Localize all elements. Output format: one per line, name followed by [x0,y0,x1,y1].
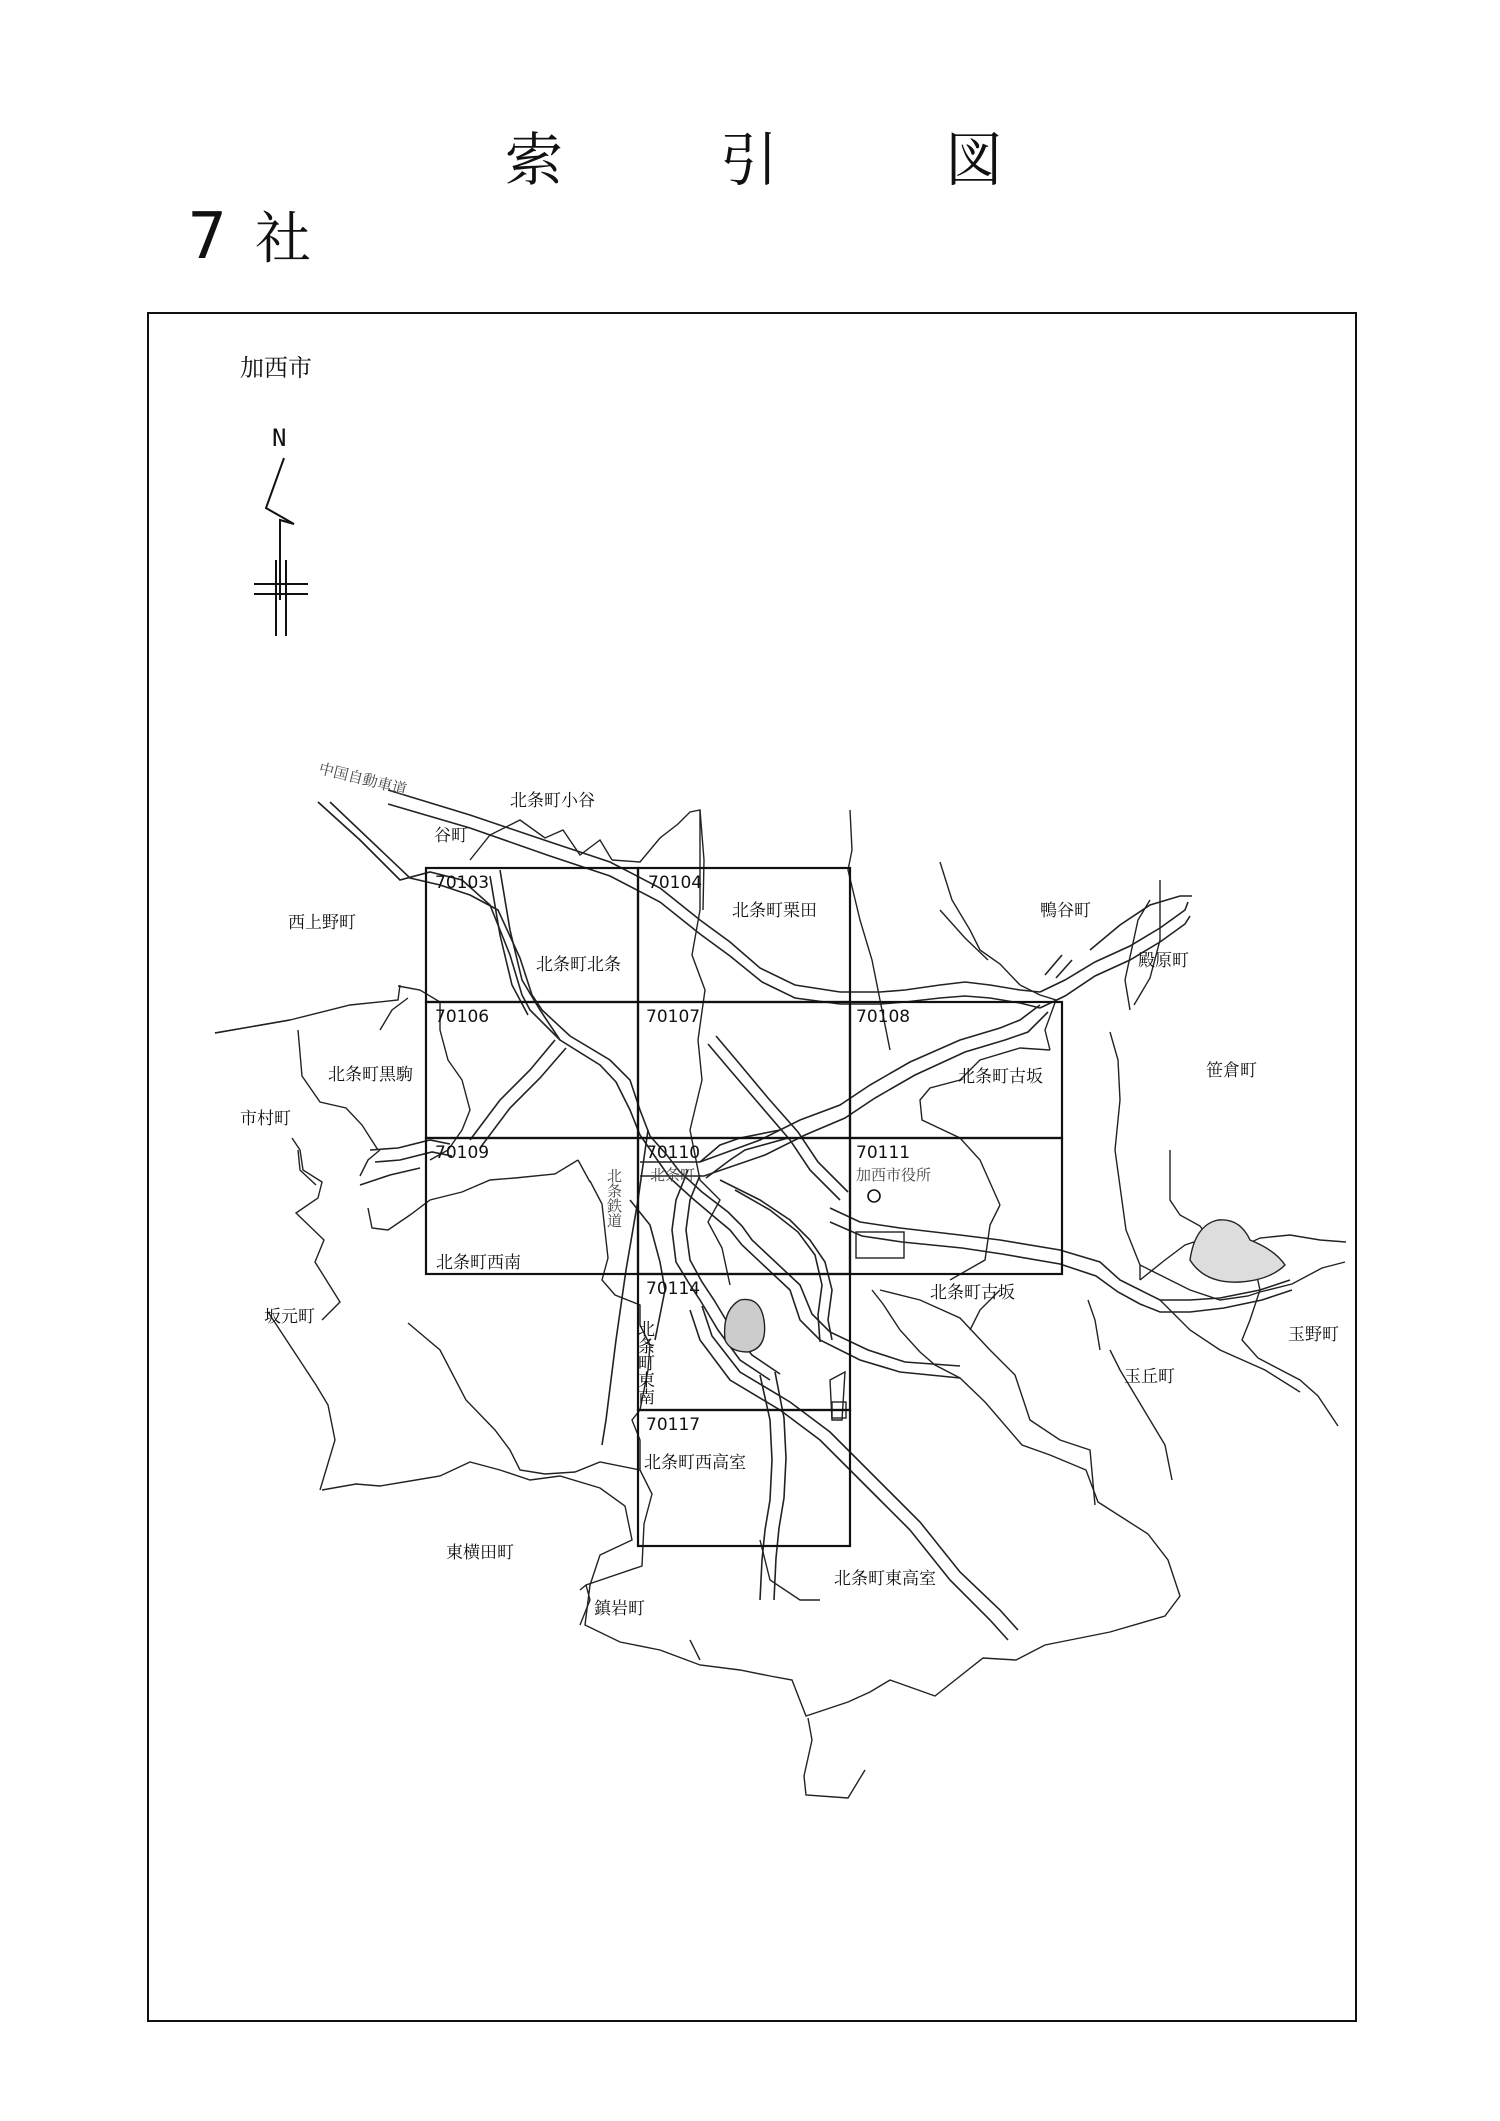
railway-label: 北条鉄道 [605,1168,623,1228]
title-char-1: 索 [505,126,564,194]
sheet-id-70107: 70107 [646,1007,701,1027]
north-arrow-icon [254,424,308,636]
sheet-id-70106: 70106 [435,1007,490,1027]
pond-1 [725,1299,765,1352]
western-boundaries [215,986,470,1185]
sheet-id-70104: 70104 [648,873,703,893]
place-kitajo-kitajo: 北条町北条 [536,955,621,975]
sheet-id-70110: 70110 [646,1143,701,1163]
place-kitajo-nishinan: 北条町西南 [436,1253,521,1273]
place-kitajo-tonan: 北条町東南 [634,1320,654,1405]
ponds [725,1220,1285,1420]
sheet-grid [426,868,1062,1546]
place-nishikamino: 西上野町 [288,913,356,933]
section-name: 社 [255,207,311,272]
place-kitajo-higashitakamuro: 北条町東高室 [834,1569,936,1589]
place-chingan: 鎮岩町 [594,1599,645,1619]
place-tanimachi: 谷町 [434,826,468,846]
expressway-label: 中国自動車道 [317,759,409,799]
sheet-id-70109: 70109 [435,1143,490,1163]
pond-2 [1190,1220,1285,1282]
place-kitajo-furusaka-1: 北条町古坂 [958,1067,1043,1087]
place-kitajo-furusaka-2: 北条町古坂 [930,1283,1015,1303]
sheet-id-70103: 70103 [435,873,490,893]
city-label: 加西市 [240,354,312,382]
place-tonohara: 殿原町 [1138,951,1189,971]
sheet-id-70111: 70111 [856,1143,911,1163]
sheet-id-70117: 70117 [646,1415,701,1435]
place-shigitani: 鴨谷町 [1040,901,1091,921]
sheet-id-70114: 70114 [646,1279,701,1299]
section-number: 7 [188,200,227,274]
sheet-labels [435,873,910,1435]
place-city-hall: 加西市役所 [856,1166,932,1184]
place-higashiyokota: 東横田町 [446,1543,514,1563]
city-hall-marker-icon [868,1190,880,1202]
title-char-3: 図 [945,126,1004,194]
place-kitajo-nishitakamuro: 北条町西高室 [644,1453,746,1473]
place-kitajo-koya: 北条町小谷 [510,791,595,811]
place-sakamoto: 坂元町 [264,1307,315,1327]
place-ichimura: 市村町 [240,1109,291,1129]
north-label: N [272,424,287,452]
sheet-id-70108: 70108 [856,1007,911,1027]
place-kitajo-kuroma: 北条町黒駒 [328,1065,413,1085]
place-tamaoka: 玉丘町 [1124,1367,1175,1387]
place-tamano: 玉野町 [1288,1325,1339,1345]
place-kitajo-kurita: 北条町栗田 [732,901,817,921]
title-char-2: 引 [720,126,779,194]
place-sasakura: 笹倉町 [1206,1061,1257,1081]
place-kitajo-small: 北条町 [650,1166,696,1184]
map-frame [148,313,1356,2021]
